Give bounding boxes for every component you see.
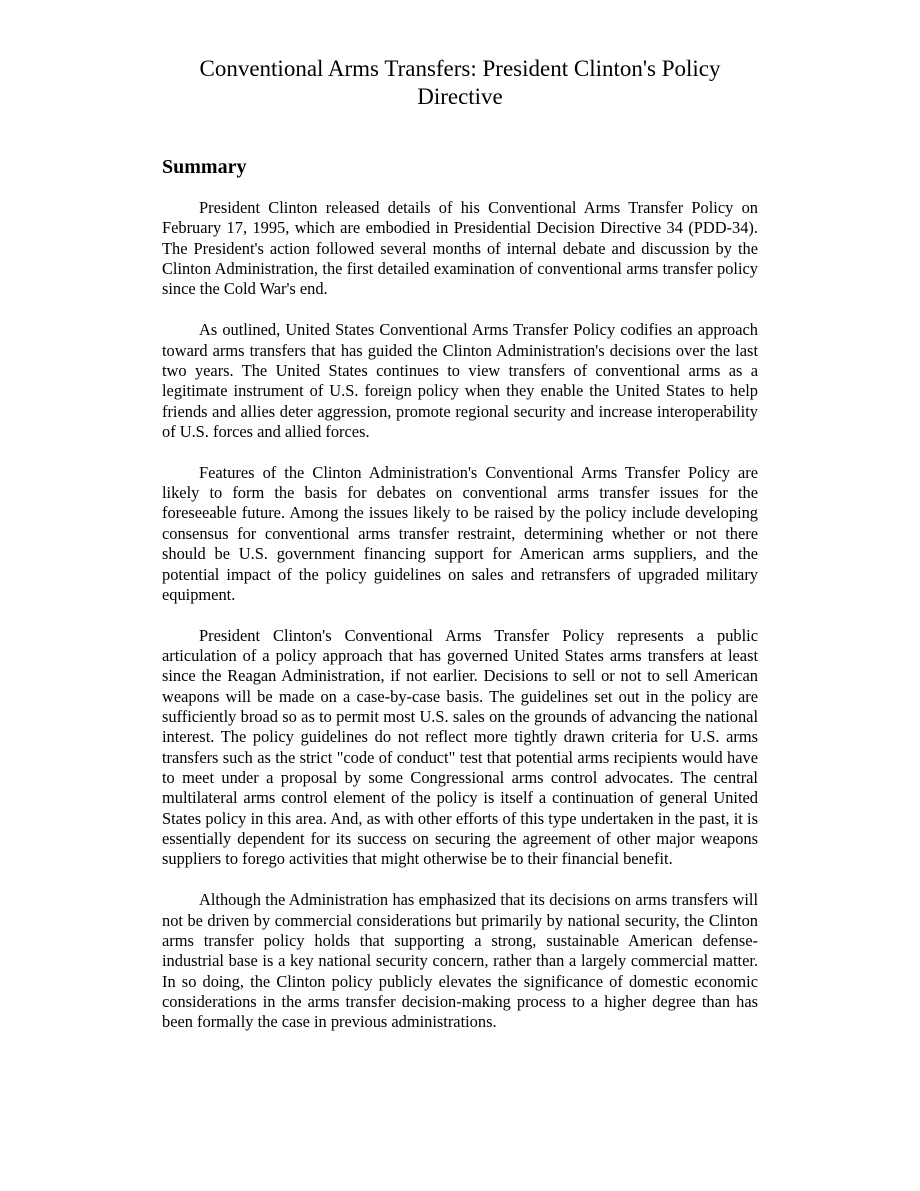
summary-paragraph-5: Although the Administration has emphasized that its decisions on arms transfers will not be driven by commercial considerations but primarily by national security, the Clinton arms transfer policy holds that supporting a strong, sustainable American defense-industrial base is a key national security concern, rather than a largely commercial matter. In so doing, the Clinton policy publicly elevates the significance of domestic economic considerations in the arms transfer decision-making process to a higher degree than has been formally the case in previous administrations.	[162, 890, 758, 1032]
summary-paragraph-1: President Clinton released details of his Conventional Arms Transfer Policy on February 17, 1995, which are embodied in Presidential Decision Directive 34 (PDD-34). The President's action followed several months of internal debate and discussion by the Clinton Administration, the first detailed examination of conventional arms transfer policy since the Cold War's end.	[162, 198, 758, 299]
summary-heading: Summary	[162, 156, 247, 178]
summary-paragraph-2: As outlined, United States Conventional Arms Transfer Policy codifies an approach toward arms transfers that has guided the Clinton Administration's decisions over the last two years. The United States continues to view transfers of conventional arms as a legitimate instrument of U.S. foreign policy when they enable the United States to help friends and allies deter aggression, promote regional security and increase interoperability of U.S. forces and allied forces.	[162, 320, 758, 441]
summary-paragraph-4: President Clinton's Conventional Arms Transfer Policy represents a public articulation of a policy approach that has governed United States arms transfers at least since the Reagan Administration, if not earlier. Decisions to sell or not to sell American weapons will be made on a case-by-case basis. The guidelines set out in the policy are sufficiently broad so as to permit most U.S. sales on the grounds of advancing the national interest. The policy guidelines do not reflect more tightly drawn criteria for U.S. arms transfers such as the strict "code of conduct" test that potential arms recipients would have to meet under a proposal by some Congressional arms control advocates. The central multilateral arms control element of the policy is itself a continuation of general United States policy in this area. And, as with other efforts of this type undertaken in the past, it is essentially dependent for its success on securing the agreement of other major weapons suppliers to forego activities that might otherwise be to their financial benefit.	[162, 625, 758, 869]
document-title: Conventional Arms Transfers: President Clinton's Policy Directive	[199, 56, 721, 109]
document-page	[162, 55, 758, 1033]
summary-paragraph-3: Features of the Clinton Administration's Conventional Arms Transfer Policy are likely to form the basis for debates on conventional arms transfer issues for the foreseeable future. Among the issues likely to be raised by the policy include developing consensus for conventional arms transfer restraint, determining whether or not there should be U.S. government financing support for American arms suppliers, and the potential impact of the policy guidelines on sales and retransfers of upgraded military equipment.	[162, 462, 758, 604]
